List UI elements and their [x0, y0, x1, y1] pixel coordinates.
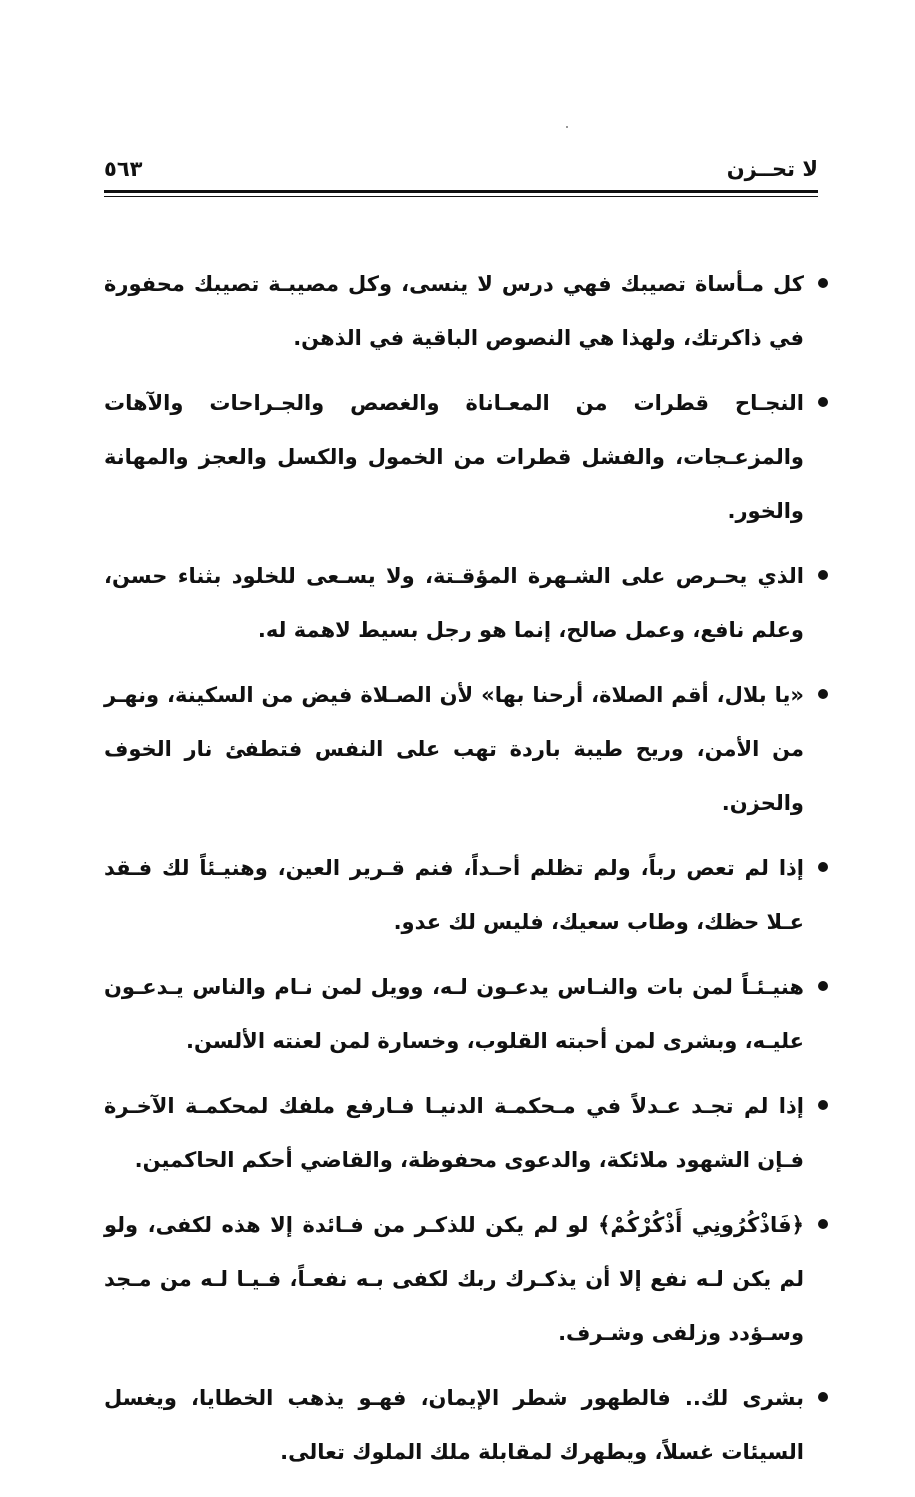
bullet-icon: [818, 862, 828, 872]
bullet-icon: [818, 1100, 828, 1110]
item-text: لأن الصـلاة فيض من السكينة، ونهـر من الأمن، وريح طيبة باردة تهب على النفس فتطفئ نار الخوف والحزن.: [104, 683, 804, 815]
body-text: [104, 257, 818, 1490]
bullet-icon: [818, 570, 828, 580]
item-text: كل مـأساة تصيبك فهي درس لا ينسى، وكل مصيبـة تصيبك محفورة في ذاكرتك، ولهذا هي النصوص الباقية في الذهن.: [104, 272, 804, 350]
hadith-quote: «يا بلال، أقم الصلاة، أرحنا بها»: [481, 683, 804, 707]
item-text: هنيـئـاً لمن بات والنـاس يدعـون لـه، وويل لمن نـام والناس يـدعـون عليـه، وبشرى لمن أحبته القلوب، وخسارة لمن لعنته الألسن.: [104, 975, 804, 1053]
list-item: [104, 960, 818, 1068]
bullet-icon: [818, 1219, 828, 1229]
list-item: [104, 668, 818, 830]
list-item: [104, 1079, 818, 1187]
item-text: بشرى لك.. فالطهور شطر الإيمان، فهـو يذهب الخطايا، ويغسل السيئات غسلاً، ويطهرك لمقابلة ملك الملوك تعالى.: [104, 1386, 804, 1464]
item-text: إذا لم تجـد عـدلاً في مـحكمـة الدنيـا فـارفع ملفك لمحكمـة الآخـرة فـإن الشهود ملائكة، والدعوى محفوظة، والقاضي أحكم الحاكمين.: [104, 1094, 804, 1172]
item-text: إذا لم تعص رباً، ولم تظلم أحـداً، فنم قـرير العين، وهنيـئاً لك فـقد عـلا حظك، وطاب سعيك، فليس لك عدو.: [104, 856, 804, 934]
bullet-icon: [818, 689, 828, 699]
list-item: [104, 841, 818, 949]
running-title: لا تحــزن: [726, 157, 818, 181]
list-item: [104, 1371, 818, 1479]
bullet-icon: [818, 981, 828, 991]
list-item: [104, 1198, 818, 1360]
bullet-icon: [818, 278, 828, 288]
header-rule-thin: [104, 196, 818, 197]
list-item: [104, 376, 818, 538]
stray-dot: [566, 126, 568, 128]
page-header: [104, 152, 818, 186]
bullet-icon: [818, 397, 828, 407]
item-text: لو لم يكن للذكـر من فـائدة إلا هذه لكفى، ولو لم يكن لـه نفع إلا أن يذكـرك ربك لكفى بـه نفعـاً، فـيـا لـه من مـجد وسـؤدد وزلفى وشـرف.: [104, 1213, 804, 1345]
list-item: [104, 549, 818, 657]
header-rule-thick: [104, 190, 818, 193]
list-item: [104, 257, 818, 365]
bullet-icon: [818, 1392, 828, 1402]
quran-quote: ﴿فَاذْكُرُونِي أَذْكُرْكُمْ﴾: [598, 1213, 804, 1237]
item-text: النجـاح قطرات من المعـاناة والغصص والجـراحات والآهات والمزعـجات، والفشل قطرات من الخمول والكسل والعجز والمهانة والخور.: [104, 391, 804, 523]
item-text: الذي يحـرص على الشـهرة المؤقـتة، ولا يسـعى للخلود بثناء حسن، وعلم نافع، وعمل صالح، إنما هو رجل بسيط لاهمة له.: [104, 564, 804, 642]
page-number: ٥٦٣: [104, 157, 143, 181]
